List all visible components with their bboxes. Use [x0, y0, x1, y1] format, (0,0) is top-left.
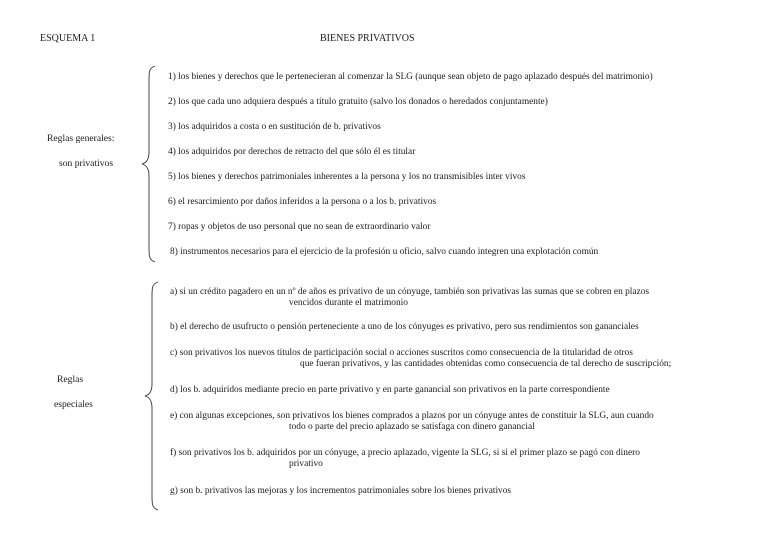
special-rule-item: [170, 385, 610, 396]
general-rules-label: Reglas generales:: [47, 133, 115, 144]
general-rule-item: 2) los que cada uno adquiera después a título gratuito (salvo los donados o heredados conjuntamente): [168, 97, 548, 107]
general-rule-item: 6) el resarcimiento por daños inferidos a la persona o a los b. privativos: [168, 197, 437, 207]
special-rule-line: e) con algunas excepciones, son privativos los bienes comprados a plazos por un cónyuge antes de constituir la SLG, aun cuando: [170, 411, 654, 421]
general-rule-item: 5) los bienes y derechos patrimoniales inherentes a la persona y los no transmisibles inter vivos: [168, 172, 526, 182]
general-rule-item: 8) instrumentos necesarios para el ejercicio de la profesión u oficio, salvo cuando integren una explotación común: [170, 247, 599, 257]
special-rule-continuation: vencidos durante el matrimonio: [289, 298, 408, 308]
special-rule-item: [170, 287, 649, 309]
special-rule-item: [170, 411, 654, 433]
special-rule-item: [170, 486, 511, 497]
page-title: BIENES PRIVATIVOS: [320, 33, 415, 44]
general-rule-item: 1) los bienes y derechos que le pertenecieran al comenzar la SLG (aunque sean objeto de pago aplazado después del matrimonio): [168, 72, 653, 82]
special-rule-line: c) son privativos los nuevos títulos de participación social o acciones suscritos como consecuencia de la titularidad de otros: [170, 348, 633, 358]
general-rule-item: 7) ropas y objetos de uso personal que no sean de extraordinario valor: [168, 222, 431, 232]
scheme-label: ESQUEMA 1: [40, 33, 96, 44]
special-rules-label: Reglas: [57, 374, 84, 385]
special-rule-line: b) el derecho de usufructo o pensión perteneciente a uno de los cónyuges es privativo, pero sus rendimientos son gananciales: [170, 322, 639, 332]
special-rule-item: [170, 322, 639, 333]
special-rule-continuation: privativo: [289, 459, 323, 469]
special-rule-line: d) los b. adquiridos mediante precio en parte privativo y en parte ganancial son privativos en la parte correspondiente: [170, 385, 610, 395]
special-rule-line: f) son privativos los b. adquiridos por un cónyuge, a precio aplazado, vigente la SLG, si si el primer plazo se pagó con dinero: [170, 448, 640, 458]
special-rules-sublabel: especiales: [54, 399, 93, 410]
general-rules-brace: [140, 64, 158, 264]
special-rule-line: g) son b. privativos las mejoras y los incrementos patrimoniales sobre los bienes privativos: [170, 486, 512, 496]
special-rule-item: [170, 348, 671, 370]
special-rule-line: a) si un crédito pagadero en un nº de años es privativo de un cónyuge, también son privativas las sumas que se cobren en plazos: [170, 287, 650, 297]
special-rule-item: [170, 448, 640, 470]
special-rules-brace: [143, 280, 161, 512]
general-rule-item: 3) los adquiridos a costa o en sustitución de b. privativos: [168, 122, 381, 132]
special-rule-continuation: todo o parte del precio aplazado se satisfaga con dinero ganancial: [289, 422, 535, 432]
special-rule-continuation: que fueran privativos, y las cantidades obtenidas como consecuencia de tal derecho de suscripción;: [300, 359, 672, 369]
general-rules-sublabel: son privativos: [59, 158, 114, 169]
general-rule-item: 4) los adquiridos por derechos de retracto del que sólo él es titular: [168, 147, 416, 157]
